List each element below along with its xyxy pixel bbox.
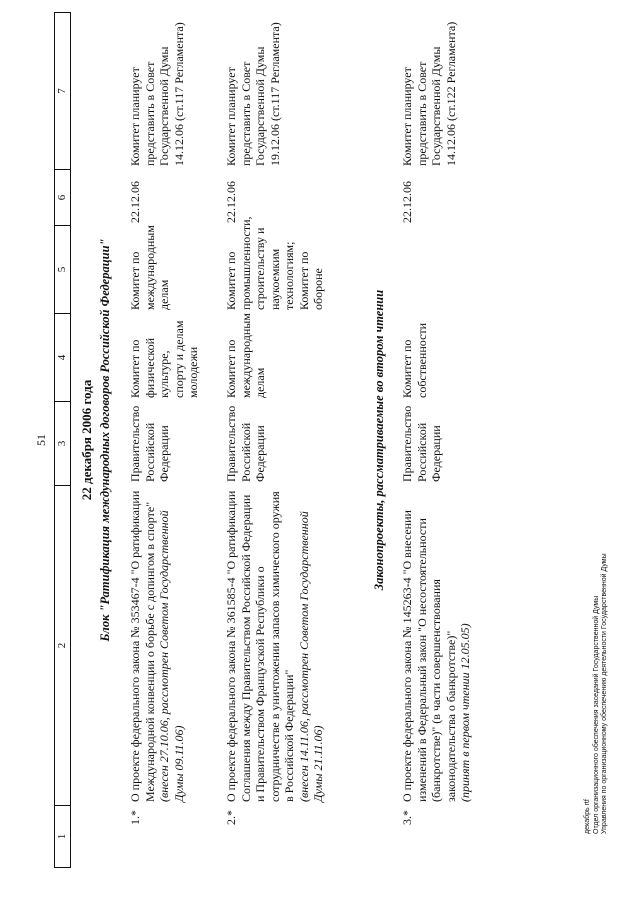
responsible-committee: Комитет по собственности bbox=[400, 322, 429, 398]
bill-title: О проекте федерального закона № 145263-4 "О внесении изменений в Федеральный закон "О несостоятельности (банкротстве)" (в части совершенствования законодательства о банкротстве)" bbox=[400, 510, 458, 802]
co-committee: Комитет по промышленности, строительству и наукоемким технологиям; Комитет по обороне bbox=[224, 216, 325, 310]
column-header: 1 bbox=[55, 806, 70, 868]
column-header: 5 bbox=[55, 226, 70, 314]
footer-line: Управления по организационному обеспечению деятельности Государственной Думы bbox=[601, 553, 608, 834]
row-description bbox=[128, 490, 186, 802]
bill-title: О проекте федерального закона № 361585-4 "О ратификации Соглашения между Правительством Российской Федерации и Правительством Французской Республики о сотрудничестве в уничтожении запасов химического оружия в Российской Федерации" bbox=[224, 490, 296, 802]
column-header: 2 bbox=[55, 486, 70, 806]
date-title: 22 декабря 2006 года bbox=[79, 379, 94, 501]
row-number: 2.* bbox=[224, 810, 238, 825]
bill-title: О проекте федерального закона № 353467-4 "О ратификации Международной конвенции о борьбе с допингом в спорте" bbox=[128, 490, 157, 802]
initiator: Правительство Российской Федерации bbox=[400, 405, 443, 482]
review-date: 22.12.06 bbox=[224, 181, 238, 223]
responsible-committee: Комитет по физической культуре, спорту и делам молодежи bbox=[128, 320, 200, 398]
column-header: 3 bbox=[55, 402, 70, 486]
column-header: 7 bbox=[55, 12, 70, 170]
initiator: Правительство Российской Федерации bbox=[128, 405, 171, 482]
column-header: 6 bbox=[55, 170, 70, 226]
row-number: 1.* bbox=[128, 810, 142, 825]
page-number: 51 bbox=[34, 434, 48, 446]
footer-line: Отдел организационного обеспечения заседаний Государственной Думы bbox=[592, 595, 600, 834]
plan-note: Комитет планирует представить в Совет Государственной Думы 14.12.06 (ст.117 Регламента) bbox=[128, 22, 186, 166]
document-sheet bbox=[24, 12, 628, 868]
row-description bbox=[400, 490, 473, 802]
footer bbox=[584, 294, 610, 834]
bill-note: (принят в первом чтении 12.05.05) bbox=[458, 623, 472, 802]
table-header bbox=[54, 12, 71, 868]
review-date: 22.12.06 bbox=[128, 181, 142, 223]
plan-note: Комитет планирует представить в Совет Государственной Думы 14.12.06 (ст.122 Регламента) bbox=[400, 21, 458, 166]
column-header: 4 bbox=[55, 314, 70, 402]
co-committee: Комитет по международным делам bbox=[128, 225, 171, 310]
row-description bbox=[224, 490, 326, 802]
initiator: Правительство Российской Федерации bbox=[224, 405, 267, 482]
responsible-committee: Комитет по международным делам bbox=[224, 313, 267, 398]
bill-note: (внесен 27.10.06, рассмотрен Советом Государственной Думы 09.11.06) bbox=[157, 510, 186, 802]
block-title: Блок "Ратификация международных договоров Российской Федерации" bbox=[98, 238, 112, 642]
row-number: 3.* bbox=[400, 810, 414, 825]
review-date: 22.12.06 bbox=[400, 181, 414, 223]
footer-line: декабрь rtf bbox=[584, 799, 591, 834]
section-title: Законопроекты, рассматриваемые во втором чтении bbox=[372, 289, 386, 591]
bill-note: (внесен 14.11.06, рассмотрен Советом Государственной Думы 21.11.06) bbox=[296, 511, 325, 802]
plan-note: Комитет планирует представить в Совет Государственной Думы 19.12.06 (ст.117 Регламента) bbox=[224, 22, 282, 166]
